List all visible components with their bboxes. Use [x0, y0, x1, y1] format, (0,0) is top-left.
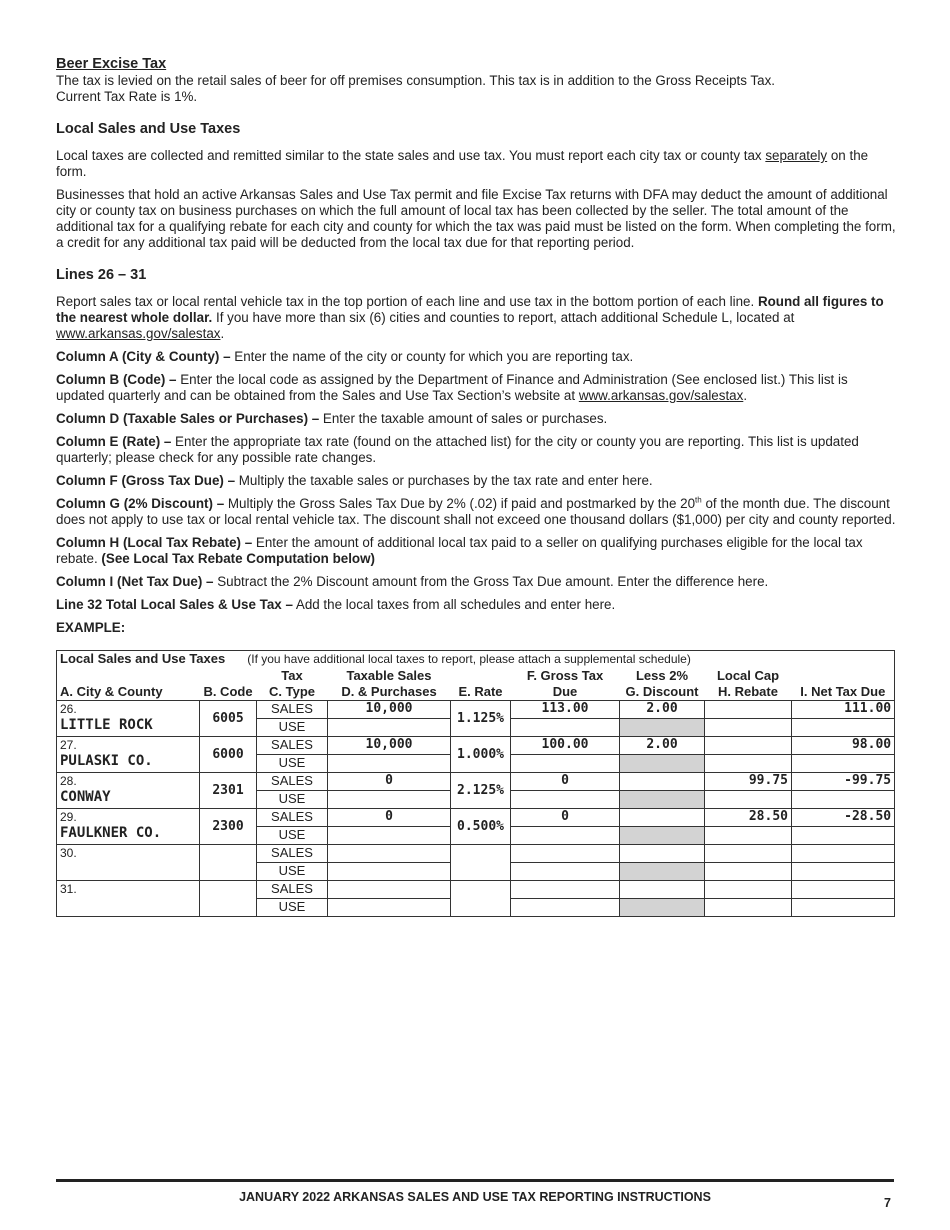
- use-rebate-cell: [705, 719, 792, 737]
- net-tax-due-cell: [792, 881, 895, 899]
- header-gross-tax-due: F. Gross Tax Due: [511, 668, 620, 701]
- code-cell: [200, 881, 257, 917]
- table-row: [57, 737, 895, 755]
- use-discount-shaded-cell: [620, 863, 705, 881]
- use-discount-shaded-cell: [620, 755, 705, 773]
- net-tax-due-cell: -99.75: [792, 773, 895, 791]
- taxable-sales-cell: 10,000: [328, 737, 451, 755]
- table-row: [57, 881, 895, 899]
- use-taxable-cell: [328, 827, 451, 845]
- gross-tax-due-cell: [511, 845, 620, 863]
- use-taxable-cell: [328, 899, 451, 917]
- use-discount-shaded-cell: [620, 899, 705, 917]
- city-county-cell: [57, 881, 200, 917]
- use-net-cell: [792, 755, 895, 773]
- line-number: 28.: [60, 774, 77, 788]
- use-taxable-cell: [328, 863, 451, 881]
- rate-cell: [451, 845, 511, 881]
- taxable-sales-cell: 10,000: [328, 701, 451, 719]
- rate-cell: 2.125%: [451, 773, 511, 809]
- rebate-cell: [705, 701, 792, 719]
- city-county-cell: [57, 845, 200, 881]
- use-discount-shaded-cell: [620, 827, 705, 845]
- table-row: [57, 773, 895, 791]
- beer-excise-text-2: Current Tax Rate is 1%.: [56, 89, 198, 104]
- use-rebate-cell: [705, 899, 792, 917]
- header-type: Tax C. Type: [257, 668, 328, 701]
- type-sales-cell: SALES: [257, 701, 328, 719]
- use-taxable-cell: [328, 719, 451, 737]
- discount-cell: [620, 773, 705, 791]
- taxable-sales-cell: 0: [328, 773, 451, 791]
- code-cell: 6005: [200, 701, 257, 737]
- code-cell: 2301: [200, 773, 257, 809]
- column-e-instruction: Column E (Rate) – Enter the appropriate tax rate (found on the attached list) for the city or county you are reporting. This list is updated quarterly; please check for any possible rate changes.: [56, 434, 859, 465]
- header-city-county: A. City & County: [57, 668, 200, 701]
- header-taxable-sales: Taxable Sales D. & Purchases: [328, 668, 451, 701]
- rebate-cell: [705, 737, 792, 755]
- type-use-cell: USE: [257, 827, 328, 845]
- rate-cell: 1.125%: [451, 701, 511, 737]
- column-f-instruction: Column F (Gross Tax Due) – Multiply the taxable sales or purchases by the tax rate and enter here.: [56, 473, 653, 488]
- footer-rule: [56, 1179, 894, 1182]
- city-county-cell: [57, 737, 200, 773]
- lines-paragraph: Report sales tax or local rental vehicle tax in the top portion of each line and use tax in the bottom portion of each line. Round all figures to the nearest whole dollar. If you have more than six (6) cities and counties to report, attach additional Schedule L, located at www.arkansas.gov/salestax.: [56, 294, 884, 341]
- local-taxes-paragraph-2: Businesses that hold an active Arkansas Sales and Use Tax permit and file Excise Tax returns with DFA may deduct the amount of additional city or county tax on business purchases on which the full amount of local tax has been collected by the seller. The total amount of the additional tax for a qualifying rebate for each city and county for which the tax was paid must be listed on the form. When completing the form, a credit for any additional tax paid will be deducted from the local tax due for that reporting period.: [56, 187, 896, 250]
- use-rebate-cell: [705, 791, 792, 809]
- use-net-cell: [792, 719, 895, 737]
- page-number: 7: [884, 1196, 891, 1210]
- use-gross-cell: [511, 755, 620, 773]
- salestax-link[interactable]: www.arkansas.gov/salestax: [578, 388, 744, 403]
- local-tax-example-table: [56, 650, 895, 917]
- beer-excise-heading: Beer Excise Tax: [56, 56, 167, 72]
- gross-tax-due-cell: 100.00: [511, 737, 620, 755]
- rate-cell: 0.500%: [451, 809, 511, 845]
- discount-cell: [620, 881, 705, 899]
- net-tax-due-cell: -28.50: [792, 809, 895, 827]
- taxable-sales-cell: 0: [328, 809, 451, 827]
- rebate-cell: 99.75: [705, 773, 792, 791]
- line-number: 27.: [60, 738, 77, 752]
- header-code: B. Code: [200, 668, 257, 701]
- code-cell: [200, 845, 257, 881]
- type-use-cell: USE: [257, 719, 328, 737]
- taxable-sales-cell: [328, 845, 451, 863]
- use-gross-cell: [511, 791, 620, 809]
- table-note: (If you have additional local taxes to report, please attach a supplemental schedule): [247, 652, 691, 666]
- use-rebate-cell: [705, 755, 792, 773]
- table-title-row: [57, 651, 895, 669]
- rate-cell: 1.000%: [451, 737, 511, 773]
- header-net-tax-due: I. Net Tax Due: [792, 668, 895, 701]
- city-county-value: CONWAY: [60, 789, 111, 805]
- use-gross-cell: [511, 863, 620, 881]
- net-tax-due-cell: 98.00: [792, 737, 895, 755]
- rebate-cell: [705, 845, 792, 863]
- local-taxes-heading: Local Sales and Use Taxes: [56, 121, 241, 137]
- type-sales-cell: SALES: [257, 845, 328, 863]
- salestax-link[interactable]: www.arkansas.gov/salestax: [56, 326, 221, 341]
- type-sales-cell: SALES: [257, 809, 328, 827]
- use-taxable-cell: [328, 755, 451, 773]
- code-cell: 6000: [200, 737, 257, 773]
- city-county-value: FAULKNER CO.: [60, 825, 162, 841]
- use-discount-shaded-cell: [620, 791, 705, 809]
- gross-tax-due-cell: 0: [511, 809, 620, 827]
- type-use-cell: USE: [257, 755, 328, 773]
- net-tax-due-cell: 111.00: [792, 701, 895, 719]
- taxable-sales-cell: [328, 881, 451, 899]
- document-body: [56, 56, 896, 643]
- net-tax-due-cell: [792, 845, 895, 863]
- beer-excise-text-1: The tax is levied on the retail sales of beer for off premises consumption. This tax is in addition to the Gross Receipts Tax.: [56, 73, 775, 88]
- city-county-cell: [57, 773, 200, 809]
- rebate-cell: 28.50: [705, 809, 792, 827]
- discount-cell: 2.00: [620, 737, 705, 755]
- example-label: EXAMPLE:: [56, 620, 126, 635]
- line-number: 26.: [60, 702, 77, 716]
- line-number: 31.: [60, 882, 77, 896]
- table-row: [57, 845, 895, 863]
- rate-cell: [451, 881, 511, 917]
- rebate-cell: [705, 881, 792, 899]
- local-taxes-paragraph-1: Local taxes are collected and remitted similar to the state sales and use tax. You must report each city tax or county tax separately on the form.: [56, 148, 869, 179]
- type-sales-cell: SALES: [257, 881, 328, 899]
- use-gross-cell: [511, 827, 620, 845]
- discount-cell: [620, 809, 705, 827]
- city-county-cell: [57, 809, 200, 845]
- line-number: 29.: [60, 810, 77, 824]
- table-header-row: [57, 668, 895, 701]
- column-i-instruction: Column I (Net Tax Due) – Subtract the 2% Discount amount from the Gross Tax Due amount. Enter the difference here.: [56, 574, 769, 589]
- city-county-cell: [57, 701, 200, 737]
- gross-tax-due-cell: 0: [511, 773, 620, 791]
- table-row: [57, 809, 895, 827]
- code-cell: 2300: [200, 809, 257, 845]
- use-net-cell: [792, 863, 895, 881]
- city-county-value: PULASKI CO.: [60, 753, 153, 769]
- table-row: [57, 701, 895, 719]
- use-discount-shaded-cell: [620, 719, 705, 737]
- use-gross-cell: [511, 899, 620, 917]
- use-taxable-cell: [328, 791, 451, 809]
- type-sales-cell: SALES: [257, 773, 328, 791]
- gross-tax-due-cell: 113.00: [511, 701, 620, 719]
- discount-cell: 2.00: [620, 701, 705, 719]
- use-rebate-cell: [705, 863, 792, 881]
- lines-heading: Lines 26 – 31: [56, 267, 147, 283]
- line-32-instruction: Line 32 Total Local Sales & Use Tax – Add the local taxes from all schedules and enter here.: [56, 597, 616, 612]
- column-d-instruction: Column D (Taxable Sales or Purchases) – Enter the taxable amount of sales or purchases.: [56, 411, 608, 426]
- type-sales-cell: SALES: [257, 737, 328, 755]
- table-title: Local Sales and Use Taxes: [60, 651, 226, 666]
- header-rate: E. Rate: [451, 668, 511, 701]
- use-rebate-cell: [705, 827, 792, 845]
- line-number: 30.: [60, 846, 77, 860]
- gross-tax-due-cell: [511, 881, 620, 899]
- column-h-instruction: Column H (Local Tax Rebate) – Enter the amount of additional local tax paid to a seller on qualifying purchases eligible for the local tax rebate. (See Local Tax Rebate Computation below): [56, 535, 863, 566]
- header-rebate: Local Cap H. Rebate: [705, 668, 792, 701]
- use-net-cell: [792, 899, 895, 917]
- use-net-cell: [792, 791, 895, 809]
- discount-cell: [620, 845, 705, 863]
- separately-emphasis: separately: [765, 148, 828, 163]
- use-net-cell: [792, 827, 895, 845]
- footer-title: JANUARY 2022 ARKANSAS SALES AND USE TAX REPORTING INSTRUCTIONS: [239, 1190, 711, 1204]
- type-use-cell: USE: [257, 863, 328, 881]
- type-use-cell: USE: [257, 899, 328, 917]
- column-b-instruction: Column B (Code) – Enter the local code as assigned by the Department of Finance and Administration (See enclosed list.) This list is updated quarterly and can be obtained from the Sales and Use Tax Section’s website at www.arkansas.gov/salestax.: [56, 372, 848, 403]
- city-county-value: LITTLE ROCK: [60, 717, 153, 733]
- column-a-instruction: Column A (City & County) – Enter the name of the city or county for which you are reporting tax.: [56, 349, 634, 364]
- header-discount: Less 2% G. Discount: [620, 668, 705, 701]
- use-gross-cell: [511, 719, 620, 737]
- type-use-cell: USE: [257, 791, 328, 809]
- column-g-instruction: Column G (2% Discount) – Multiply the Gross Sales Tax Due by 2% (.02) if paid and postmarked by the 20th of the month due. The discount does not apply to use tax or local rental vehicle tax. The discount shall not exceed one thousand dollars ($1,000) per city and county reported.: [56, 495, 896, 527]
